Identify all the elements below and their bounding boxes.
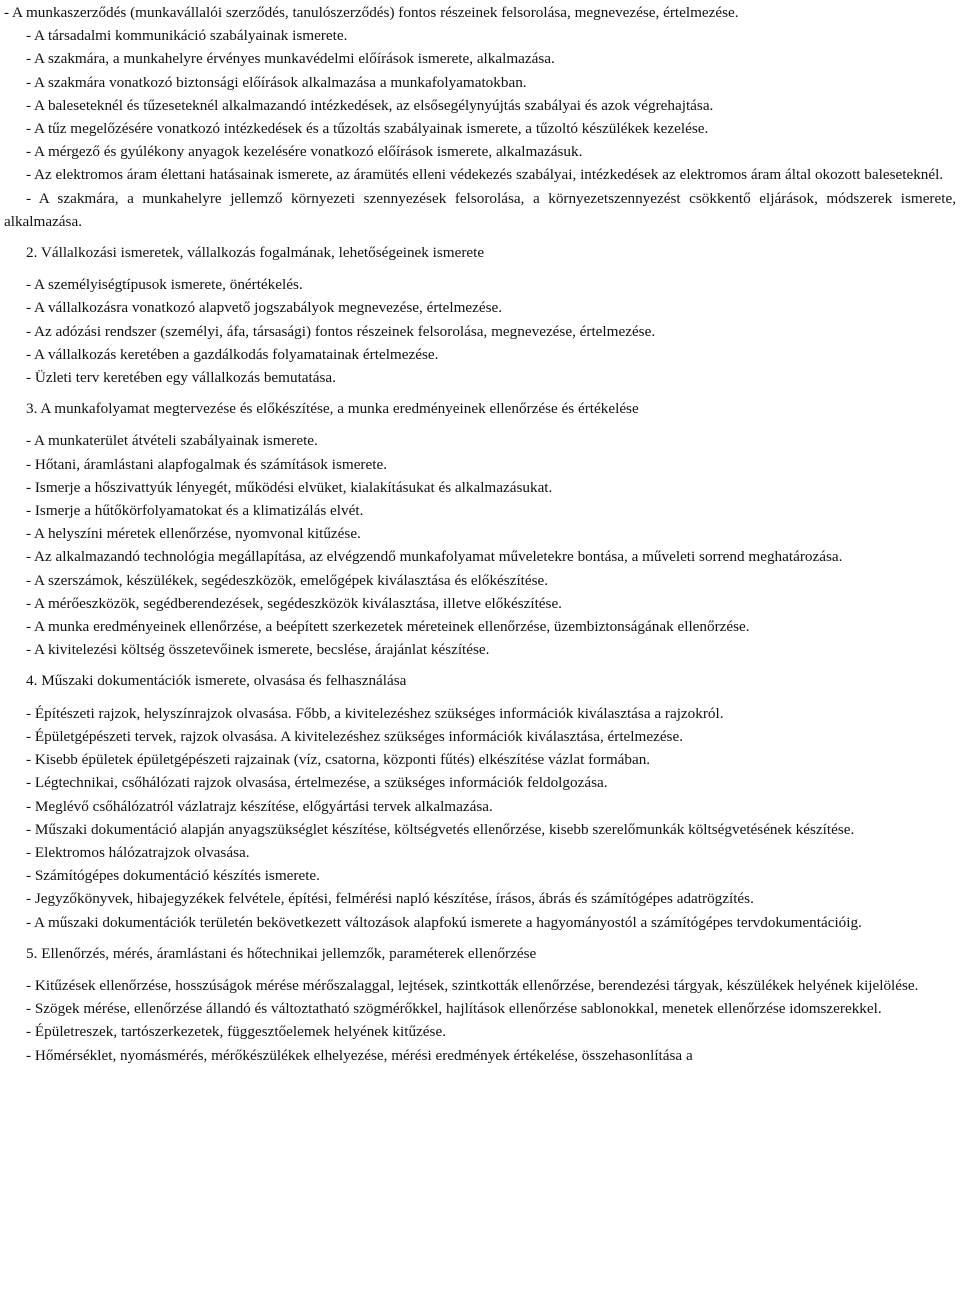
list-item: - A helyszíni méretek ellenőrzése, nyomvonal kitűzése. <box>26 525 361 543</box>
list-item: - Az elektromos áram élettani hatásainak ismerete, az áramütés elleni védekezés szabályai, intézkedések az elektromos áram által okozott baleseteknél. <box>26 166 944 184</box>
section-general-list <box>4 1 956 233</box>
list-item: - A munkaterület átvételi szabályainak ismerete. <box>26 432 318 450</box>
section-heading: 5. Ellenőrzés, mérés, áramlástani és hőtechnikai jellemzők, paraméterek ellenőrzése <box>26 944 537 962</box>
list-item: - Jegyzőkönyvek, hibajegyzékek felvétele, építési, felmérési napló készítése, írásos, ábrás és számítógépes adatrögzítés. <box>26 890 754 908</box>
list-item: - Számítógépes dokumentáció készítés ismerete. <box>26 867 320 885</box>
list-item: - A tűz megelőzésére vonatkozó intézkedések és a tűzoltás szabályainak ismerete, a tűzoltó készülékek kezelése. <box>26 120 709 138</box>
list-item: - A szakmára, a munkahelyre jellemző környezeti szennyezések felsorolása, a környezetszennyezést csökkentő eljárások, módszerek ismerete, alkalmazása. <box>4 189 956 230</box>
list-item: - Kisebb épületek épületgépészeti rajzainak (víz, csatorna, központi fűtés) elkészítése vázlat formában. <box>26 751 651 769</box>
list-item: - Hőmérséklet, nyomásmérés, mérőkészülékek elhelyezése, mérési eredmények értékelése, összehasonlítása a <box>26 1046 693 1064</box>
section-2-list <box>4 273 956 389</box>
list-item: - A személyiségtípusok ismerete, önértékelés. <box>26 276 303 294</box>
list-item: - A kivitelezési költség összetevőinek ismerete, becslése, árajánlat készítése. <box>26 641 490 659</box>
section-heading: 2. Vállalkozási ismeretek, vállalkozás fogalmának, lehetőségeinek ismerete <box>26 244 485 262</box>
list-item: - Elektromos hálózatrajzok olvasása. <box>26 843 250 861</box>
list-item: - Műszaki dokumentáció alapján anyagszükséglet készítése, költségvetés ellenőrzése, kisebb szerelőmunkák költségvetésének készítése. <box>26 820 855 838</box>
list-item: - Épületgépészeti tervek, rajzok olvasása. A kivitelezéshez szükséges információk kiválasztása, értelmezése. <box>26 727 684 745</box>
list-item: - Építészeti rajzok, helyszínrajzok olvasása. Főbb, a kivitelezéshez szükséges információk kiválasztása a rajzokról. <box>26 704 724 722</box>
list-item: - A műszaki dokumentációk területén bekövetkezett változások alapfokú ismerete a hagyományostól a számítógépes tervdokumentációig. <box>26 913 862 931</box>
list-item: - A szakmára vonatkozó biztonsági előírások alkalmazása a munkafolyamatokban. <box>26 73 527 91</box>
list-item: - Hőtani, áramlástani alapfogalmak és számítások ismerete. <box>26 455 387 473</box>
list-item: - A szakmára, a munkahelyre érvényes munkavédelmi előírások ismerete, alkalmazása. <box>26 50 555 68</box>
section-5-list <box>4 974 956 1067</box>
list-item: - A vállalkozásra vonatkozó alapvető jogszabályok megnevezése, értelmezése. <box>26 299 503 317</box>
list-item: - A baleseteknél és tűzeseteknél alkalmazandó intézkedések, az elsősegélynyújtás szabályai és azok végrehajtása. <box>26 96 714 114</box>
list-item: - Üzleti terv keretében egy vállalkozás bemutatása. <box>26 369 336 387</box>
section-heading: 3. A munkafolyamat megtervezése és előkészítése, a munka eredményeinek ellenőrzése és értékelése <box>26 400 639 418</box>
list-item: - Ismerje a hűtőkörfolyamatokat és a klimatizálás elvét. <box>26 502 364 520</box>
list-item: - Légtechnikai, csőhálózati rajzok olvasása, értelmezése, a szükséges információk feldolgozása. <box>26 774 608 792</box>
section-4-list <box>4 702 956 934</box>
list-item: - Épületreszek, tartószerkezetek, függesztőelemek helyének kitűzése. <box>26 1023 446 1041</box>
list-item: - A szerszámok, készülékek, segédeszközök, emelőgépek kiválasztása és előkészítése. <box>26 571 549 589</box>
section-3-list <box>4 429 956 661</box>
list-item: - Az alkalmazandó technológia megállapítása, az elvégzendő munkafolyamat műveletekre bontása, a műveleti sorrend meghatározása. <box>26 548 843 566</box>
section-heading: 4. Műszaki dokumentációk ismerete, olvasása és felhasználása <box>26 672 407 690</box>
list-item: - A társadalmi kommunikáció szabályainak ismerete. <box>26 27 348 45</box>
list-item: - A mérőeszközök, segédberendezések, segédeszközök kiválasztása, illetve előkészítése. <box>26 594 562 612</box>
list-item: - A munka eredményeinek ellenőrzése, a beépített szerkezetek méreteinek ellenőrzése, üzembiztonságának ellenőrzése. <box>26 618 750 636</box>
list-item: - Meglévő csőhálózatról vázlatrajz készítése, előgyártási tervek alkalmazása. <box>26 797 493 815</box>
list-item: - Az adózási rendszer (személyi, áfa, társasági) fontos részeinek felsorolása, megnevezése, értelmezése. <box>26 322 656 340</box>
list-item: - A vállalkozás keretében a gazdálkodás folyamatainak értelmezése. <box>26 345 439 363</box>
list-item: - Kitűzések ellenőrzése, hosszúságok mérése mérőszalaggal, lejtések, szintkották ellenőrzése, berendezési tárgyak, készülékek helyének kijelölése. <box>26 976 919 994</box>
list-item: - A mérgező és gyúlékony anyagok kezelésére vonatkozó előírások ismerete, alkalmazásuk. <box>26 143 583 161</box>
list-item: - A munkaszerződés (munkavállalói szerződés, tanulószerződés) fontos részeinek felsorolása, megnevezése, értelmezése. <box>4 4 739 21</box>
list-item: - Szögek mérése, ellenőrzése állandó és változtatható szögmérőkkel, hajlítások ellenőrzése sablonokkal, menetek ellenőrzése idomszerekkel. <box>26 1000 882 1018</box>
list-item: - Ismerje a hőszivattyúk lényegét, működési elvüket, kialakításukat és alkalmazásukat. <box>26 478 553 496</box>
